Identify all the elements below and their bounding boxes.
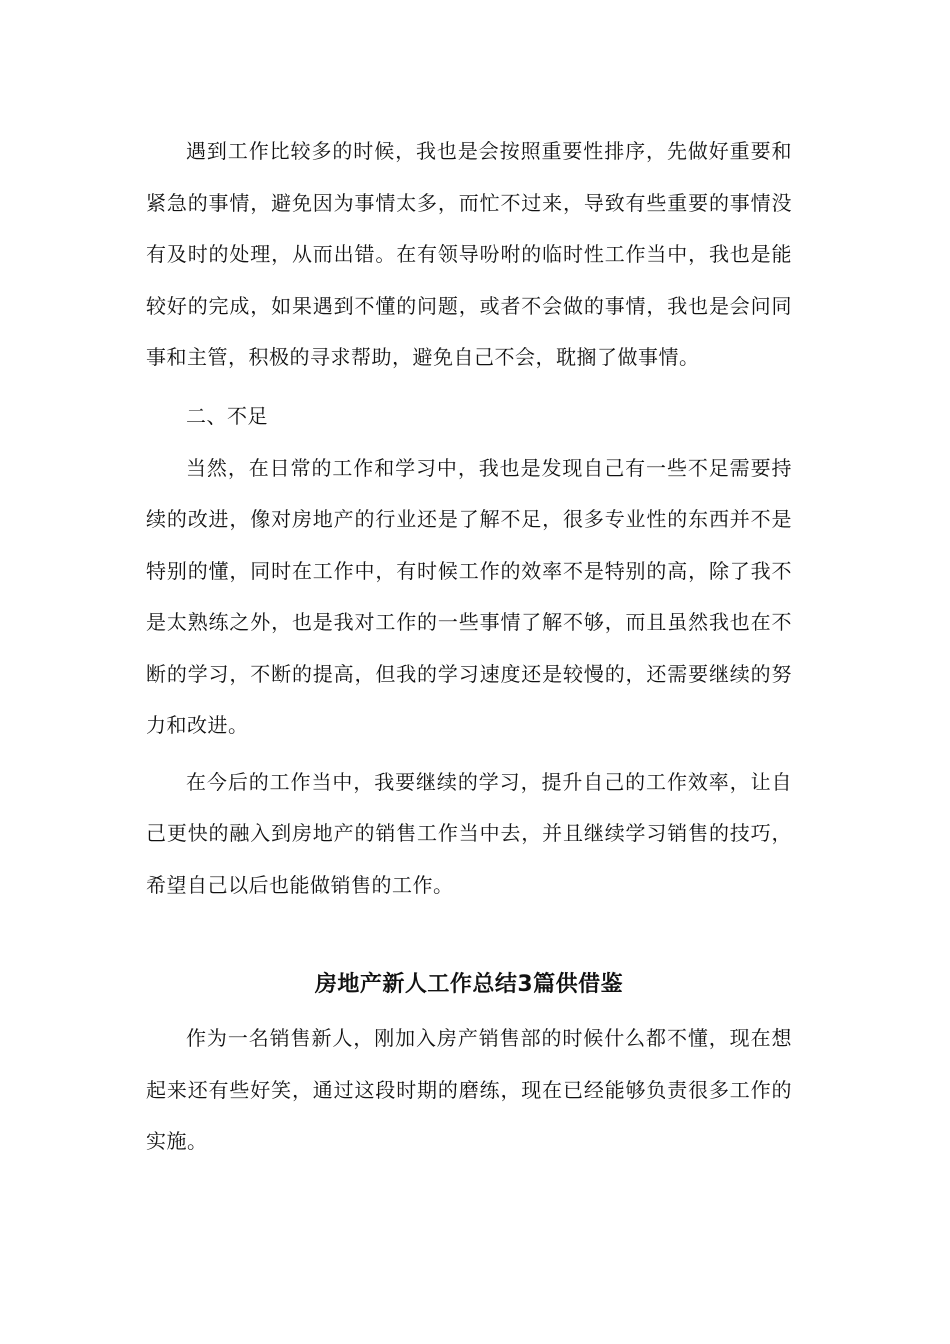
body-paragraph: 在今后的工作当中，我要继续的学习，提升自己的工作效率，让自己更快的融入到房地产的销售工作当中去，并且继续学习销售的技巧，希望自己以后也能做销售的工作。: [146, 769, 792, 897]
body-paragraph: 作为一名销售新人，刚加入房产销售部的时候什么都不懂，现在想起来还有些好笑，通过这段时期的磨练，现在已经能够负责很多工作的实施。: [146, 1026, 792, 1153]
section-heading: 二、不足: [186, 403, 268, 428]
body-paragraph: 当然，在日常的工作和学习中，我也是发现自己有一些不足需要持续的改进，像对房地产的行业还是了解不足，很多专业性的东西并不是特别的懂，同时在工作中，有时候工作的效率不是特别的高，除了我不是太熟练之外，也是我对工作的一些事情了解不够，而且虽然我也在不断的学习，不断的提高，但我的学习速度还是较慢的，还需要继续的努力和改进。: [146, 455, 792, 737]
article-title: 房地产新人工作总结3篇供借鉴: [314, 972, 624, 997]
body-paragraph: 遇到工作比较多的时候，我也是会按照重要性排序，先做好重要和紧急的事情，避免因为事情太多，而忙不过来，导致有些重要的事情没有及时的处理，从而出错。在有领导吩咐的临时性工作当中，我也是能较好的完成，如果遇到不懂的问题，或者不会做的事情，我也是会问同事和主管，积极的寻求帮助，避免自己不会，耽搁了做事情。: [146, 139, 792, 369]
document-body: [146, 126, 792, 1168]
